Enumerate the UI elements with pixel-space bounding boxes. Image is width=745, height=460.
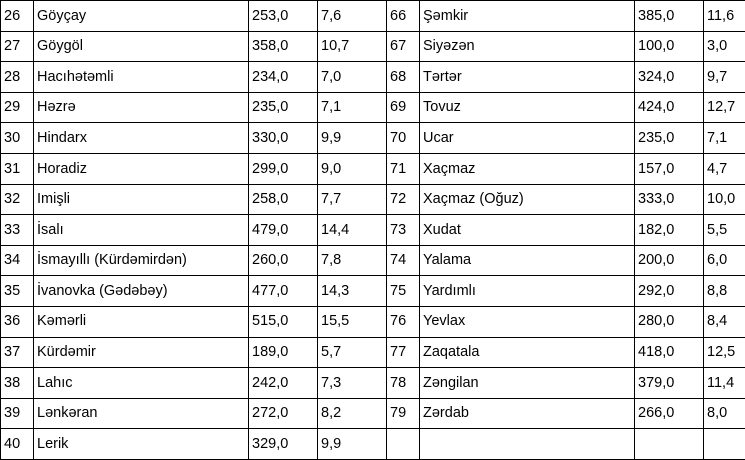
row-value2-left: 7,0 xyxy=(318,62,387,93)
row-value2-right: 7,1 xyxy=(704,123,745,154)
row-number-right: 79 xyxy=(387,398,420,429)
row-number-right: 73 xyxy=(387,215,420,246)
row-value1-left: 358,0 xyxy=(249,31,318,62)
row-value2-left: 7,8 xyxy=(318,245,387,276)
row-number-right: 67 xyxy=(387,31,420,62)
row-value1-right: 292,0 xyxy=(635,276,704,307)
row-number-left: 31 xyxy=(1,153,34,184)
row-name-right: Yalama xyxy=(420,245,635,276)
row-value2-right: 12,5 xyxy=(704,337,745,368)
row-value2-right: 6,0 xyxy=(704,245,745,276)
row-value2-left: 9,9 xyxy=(318,123,387,154)
row-value1-left: 253,0 xyxy=(249,1,318,32)
row-name-right: Ucar xyxy=(420,123,635,154)
row-value1-left: 234,0 xyxy=(249,62,318,93)
row-number-left: 30 xyxy=(1,123,34,154)
row-number-left: 29 xyxy=(1,92,34,123)
row-name-left: Horadiz xyxy=(34,153,249,184)
row-name-left: Hindarx xyxy=(34,123,249,154)
row-value1-left: 272,0 xyxy=(249,398,318,429)
table-row xyxy=(1,1,745,32)
row-value2-left: 7,7 xyxy=(318,184,387,215)
row-value2-right: 12,7 xyxy=(704,92,745,123)
table-body xyxy=(1,1,745,460)
table-row xyxy=(1,245,745,276)
row-value1-right: 418,0 xyxy=(635,337,704,368)
table-row xyxy=(1,123,745,154)
row-value1-left: 477,0 xyxy=(249,276,318,307)
row-number-left: 37 xyxy=(1,337,34,368)
row-value2-right: 3,0 xyxy=(704,31,745,62)
row-number-left: 34 xyxy=(1,245,34,276)
row-name-left: Göygöl xyxy=(34,31,249,62)
row-value1-left: 329,0 xyxy=(249,429,318,460)
row-name-right: Zərdab xyxy=(420,398,635,429)
row-value1-left: 242,0 xyxy=(249,368,318,399)
row-value2-right: 10,0 xyxy=(704,184,745,215)
row-value1-right: 324,0 xyxy=(635,62,704,93)
row-name-left: Lerik xyxy=(34,429,249,460)
row-value1-right: 157,0 xyxy=(635,153,704,184)
row-name-right: Tərtər xyxy=(420,62,635,93)
row-name-left: Göyçay xyxy=(34,1,249,32)
table-row xyxy=(1,368,745,399)
row-value1-left: 299,0 xyxy=(249,153,318,184)
row-number-right: 71 xyxy=(387,153,420,184)
row-number-left: 35 xyxy=(1,276,34,307)
row-number-left: 26 xyxy=(1,1,34,32)
row-name-right: Xaçmaz xyxy=(420,153,635,184)
table-row xyxy=(1,276,745,307)
table-row xyxy=(1,184,745,215)
row-value1-left: 260,0 xyxy=(249,245,318,276)
row-name-right: Xaçmaz (Oğuz) xyxy=(420,184,635,215)
row-value1-left: 258,0 xyxy=(249,184,318,215)
row-number-right: 75 xyxy=(387,276,420,307)
row-name-right-empty xyxy=(420,429,635,460)
row-number-right: 72 xyxy=(387,184,420,215)
row-number-left: 33 xyxy=(1,215,34,246)
row-value2-right: 8,0 xyxy=(704,398,745,429)
table-row xyxy=(1,31,745,62)
row-value1-right: 182,0 xyxy=(635,215,704,246)
row-value2-left: 7,1 xyxy=(318,92,387,123)
row-value1-right: 280,0 xyxy=(635,306,704,337)
row-value1-right: 266,0 xyxy=(635,398,704,429)
row-value1-right: 235,0 xyxy=(635,123,704,154)
row-value2-left: 8,2 xyxy=(318,398,387,429)
row-number-right: 76 xyxy=(387,306,420,337)
row-number-right: 66 xyxy=(387,1,420,32)
row-value2-left: 7,3 xyxy=(318,368,387,399)
row-name-right: Xudat xyxy=(420,215,635,246)
row-number-right-empty xyxy=(387,429,420,460)
row-name-right: Yardımlı xyxy=(420,276,635,307)
row-value2-left: 14,4 xyxy=(318,215,387,246)
row-value2-right: 5,5 xyxy=(704,215,745,246)
row-number-right: 74 xyxy=(387,245,420,276)
row-value2-left: 9,0 xyxy=(318,153,387,184)
row-value2-right: 11,4 xyxy=(704,368,745,399)
row-name-right: Yevlax xyxy=(420,306,635,337)
table-row xyxy=(1,306,745,337)
row-name-right: Siyəzən xyxy=(420,31,635,62)
row-value2-right: 8,8 xyxy=(704,276,745,307)
table-row xyxy=(1,215,745,246)
row-value1-left: 479,0 xyxy=(249,215,318,246)
row-name-left: Həzrə xyxy=(34,92,249,123)
table-row xyxy=(1,153,745,184)
row-name-left: İsalı xyxy=(34,215,249,246)
row-value2-right: 11,6 xyxy=(704,1,745,32)
row-number-right: 70 xyxy=(387,123,420,154)
table-row xyxy=(1,62,745,93)
row-value1-left: 515,0 xyxy=(249,306,318,337)
row-number-right: 68 xyxy=(387,62,420,93)
row-value2-left: 9,9 xyxy=(318,429,387,460)
row-name-right: Zaqatala xyxy=(420,337,635,368)
row-number-right: 78 xyxy=(387,368,420,399)
table-row xyxy=(1,337,745,368)
row-value1-right-empty xyxy=(635,429,704,460)
row-name-right: Zəngilan xyxy=(420,368,635,399)
row-number-left: 38 xyxy=(1,368,34,399)
row-number-left: 40 xyxy=(1,429,34,460)
row-value1-left: 330,0 xyxy=(249,123,318,154)
row-value1-right: 100,0 xyxy=(635,31,704,62)
row-name-left: Hacıhətəmli xyxy=(34,62,249,93)
row-number-left: 27 xyxy=(1,31,34,62)
row-number-left: 36 xyxy=(1,306,34,337)
table-row xyxy=(1,398,745,429)
row-number-left: 39 xyxy=(1,398,34,429)
row-name-left: Imişli xyxy=(34,184,249,215)
row-number-left: 32 xyxy=(1,184,34,215)
row-number-right: 69 xyxy=(387,92,420,123)
row-value1-left: 189,0 xyxy=(249,337,318,368)
row-value2-left: 10,7 xyxy=(318,31,387,62)
row-name-left: İsmayıllı (Kürdəmirdən) xyxy=(34,245,249,276)
table-row-last xyxy=(1,429,745,460)
row-value1-right: 385,0 xyxy=(635,1,704,32)
row-number-right: 77 xyxy=(387,337,420,368)
row-value2-right: 9,7 xyxy=(704,62,745,93)
row-value1-right: 200,0 xyxy=(635,245,704,276)
row-name-right: Tovuz xyxy=(420,92,635,123)
row-value1-left: 235,0 xyxy=(249,92,318,123)
row-value2-left: 14,3 xyxy=(318,276,387,307)
row-value1-right: 333,0 xyxy=(635,184,704,215)
row-value2-left: 15,5 xyxy=(318,306,387,337)
table-row xyxy=(1,92,745,123)
row-name-left: Kürdəmir xyxy=(34,337,249,368)
row-value2-right-empty xyxy=(704,429,745,460)
row-name-left: Lənkəran xyxy=(34,398,249,429)
row-value2-right: 8,4 xyxy=(704,306,745,337)
row-name-right: Şəmkir xyxy=(420,1,635,32)
row-value2-left: 5,7 xyxy=(318,337,387,368)
row-value2-right: 4,7 xyxy=(704,153,745,184)
row-value1-right: 424,0 xyxy=(635,92,704,123)
row-value2-left: 7,6 xyxy=(318,1,387,32)
row-name-left: Lahıc xyxy=(34,368,249,399)
row-number-left: 28 xyxy=(1,62,34,93)
row-name-left: İvanovka (Gədəbəy) xyxy=(34,276,249,307)
row-value1-right: 379,0 xyxy=(635,368,704,399)
row-name-left: Kəmərli xyxy=(34,306,249,337)
